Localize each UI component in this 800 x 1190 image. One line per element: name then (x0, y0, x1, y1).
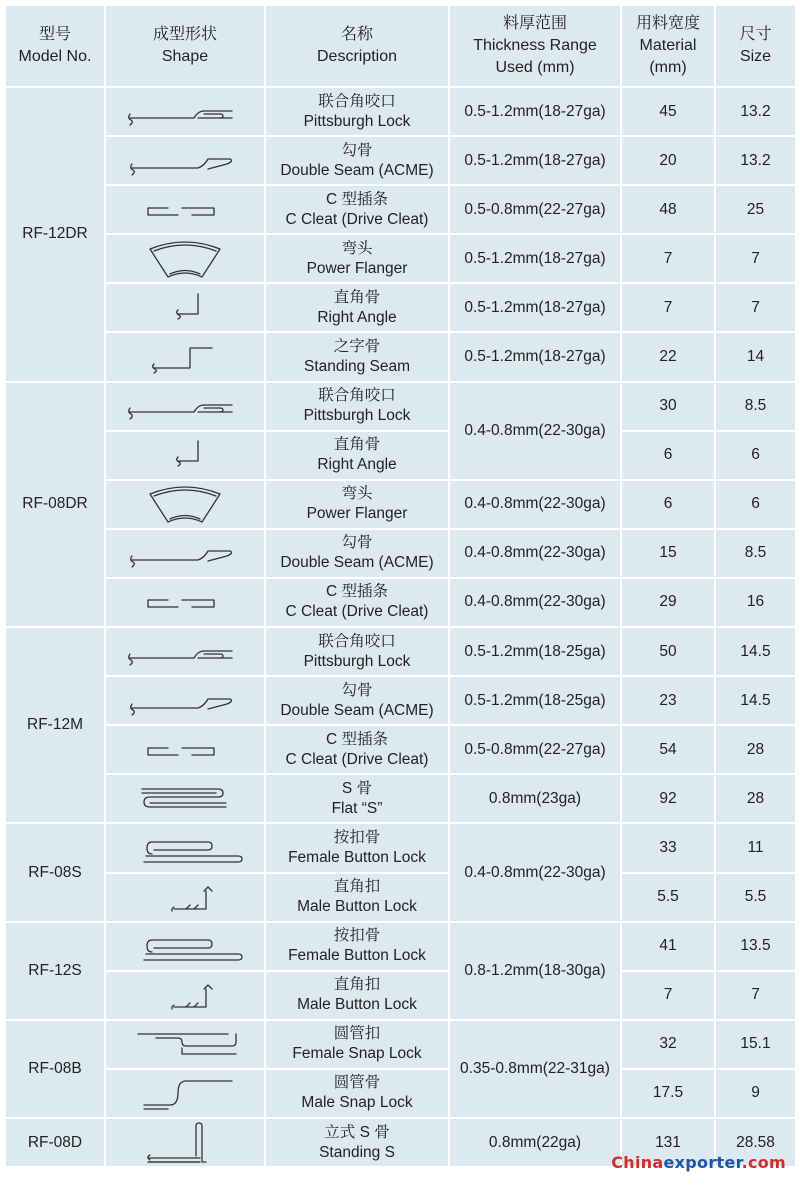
shape-cell (106, 1119, 264, 1166)
shape-cell (106, 284, 264, 331)
thickness-cell: 0.5-1.2mm(18-25ga) (450, 677, 620, 724)
thickness-cell: 0.8mm(22ga) (450, 1119, 620, 1166)
c-cleat-icon (106, 587, 264, 617)
table-row (6, 579, 795, 626)
material-cell: 50 (622, 628, 714, 675)
size-cell: 6 (716, 481, 795, 528)
description-en: Male Snap Lock (301, 1094, 413, 1112)
size-cell: 25 (716, 186, 795, 233)
material-cell: 7 (622, 972, 714, 1019)
table-row (6, 481, 795, 528)
double-seam-icon (106, 538, 264, 568)
model-cell: RF-08DR (6, 383, 104, 626)
table-row (6, 333, 795, 380)
description-zh: 按扣骨 (333, 927, 381, 945)
material-cell: 7 (622, 284, 714, 331)
pittsburgh-lock-icon (106, 97, 264, 127)
thickness-cell: 0.4-0.8mm(22-30ga) (450, 579, 620, 626)
description-en: Double Seam (ACME) (280, 701, 434, 719)
header-material: 用料宽度 Material (mm) (622, 6, 714, 86)
thickness-cell: 0.5-1.2mm(18-27ga) (450, 235, 620, 282)
size-cell: 16 (716, 579, 795, 626)
thickness-cell: 0.4-0.8mm(22-30ga) (450, 530, 620, 577)
description-cell (266, 530, 448, 577)
thickness-cell: 0.4-0.8mm(22-30ga) (450, 824, 620, 920)
thickness-cell: 0.5-1.2mm(18-27ga) (450, 137, 620, 184)
shape-cell (106, 432, 264, 479)
size-cell: 5.5 (716, 874, 795, 921)
size-cell: 11 (716, 824, 795, 871)
description-cell (266, 677, 448, 724)
size-cell: 14.5 (716, 677, 795, 724)
description-en: Female Button Lock (288, 848, 426, 866)
description-cell (266, 284, 448, 331)
thickness-cell: 0.4-0.8mm(22-30ga) (450, 383, 620, 479)
material-cell: 7 (622, 235, 714, 282)
table-row (6, 972, 795, 1019)
description-zh: C 型插条 (325, 190, 388, 208)
thickness-cell: 0.8mm(23ga) (450, 775, 620, 822)
size-cell: 13.5 (716, 923, 795, 970)
table-row (6, 235, 795, 282)
size-cell: 13.2 (716, 88, 795, 135)
thickness-cell: 0.5-1.2mm(18-27ga) (450, 284, 620, 331)
material-cell: 6 (622, 432, 714, 479)
size-cell: 15.1 (716, 1021, 795, 1068)
description-zh: 弯头 (341, 239, 373, 257)
female-button-lock-icon (106, 926, 264, 966)
size-cell: 8.5 (716, 383, 795, 430)
table-row (6, 923, 795, 970)
size-cell: 7 (716, 972, 795, 1019)
description-cell (266, 235, 448, 282)
table-row (6, 1021, 795, 1068)
shape-cell (106, 579, 264, 626)
description-en: C Cleat (Drive Cleat) (285, 750, 429, 768)
size-cell: 8.5 (716, 530, 795, 577)
material-cell: 48 (622, 186, 714, 233)
size-cell: 6 (716, 432, 795, 479)
description-en: Double Seam (ACME) (280, 554, 434, 572)
description-zh: S 骨 (341, 779, 373, 797)
shape-cell (106, 235, 264, 282)
male-button-lock-icon (106, 975, 264, 1015)
description-cell (266, 432, 448, 479)
thickness-cell: 0.4-0.8mm(22-30ga) (450, 481, 620, 528)
material-cell: 5.5 (622, 874, 714, 921)
description-cell (266, 923, 448, 970)
size-cell: 28 (716, 726, 795, 773)
male-button-lock-icon (106, 877, 264, 917)
material-cell: 22 (622, 333, 714, 380)
female-button-lock-icon (106, 828, 264, 868)
material-cell: 92 (622, 775, 714, 822)
description-cell (266, 137, 448, 184)
description-zh: 立式 S 骨 (324, 1123, 390, 1141)
description-en: Male Button Lock (297, 898, 417, 916)
material-cell: 45 (622, 88, 714, 135)
model-cell: RF-12DR (6, 88, 104, 381)
description-en: Power Flanger (306, 259, 408, 277)
watermark: Chinaexporter.com (611, 1153, 786, 1172)
shape-cell (106, 775, 264, 822)
thickness-cell: 0.5-1.2mm(18-27ga) (450, 333, 620, 380)
model-cell: RF-12S (6, 923, 104, 1019)
table-row (6, 677, 795, 724)
material-cell: 32 (622, 1021, 714, 1068)
size-cell: 14.5 (716, 628, 795, 675)
thickness-cell: 0.5-1.2mm(18-27ga) (450, 88, 620, 135)
pittsburgh-lock-icon (106, 637, 264, 667)
material-cell: 30 (622, 383, 714, 430)
description-en: Right Angle (317, 456, 397, 474)
shape-cell (106, 186, 264, 233)
description-en: Pittsburgh Lock (303, 652, 411, 670)
header-thickness: 料厚范围 Thickness Range Used (mm) (450, 6, 620, 86)
table-row (6, 88, 795, 135)
table-row (6, 775, 795, 822)
shape-cell (106, 824, 264, 871)
model-cell: RF-08S (6, 824, 104, 920)
description-zh: 联合角咬口 (318, 632, 396, 650)
description-en: C Cleat (Drive Cleat) (285, 210, 429, 228)
double-seam-icon (106, 146, 264, 176)
description-cell (266, 88, 448, 135)
shape-cell (106, 1070, 264, 1117)
power-flanger-icon (106, 482, 264, 526)
description-en: Female Snap Lock (292, 1045, 422, 1063)
shape-cell (106, 628, 264, 675)
power-flanger-icon (106, 237, 264, 281)
size-cell: 9 (716, 1070, 795, 1117)
description-cell (266, 579, 448, 626)
description-cell (266, 775, 448, 822)
description-zh: 联合角咬口 (318, 387, 396, 405)
model-cell: RF-08D (6, 1119, 104, 1166)
material-cell: 41 (622, 923, 714, 970)
description-zh: 直角扣 (333, 976, 381, 994)
female-snap-lock-icon (106, 1024, 264, 1064)
c-cleat-icon (106, 735, 264, 765)
header-model: 型号 Model No. (6, 6, 104, 86)
description-zh: 联合角咬口 (318, 92, 396, 110)
table-row (6, 432, 795, 479)
material-cell: 17.5 (622, 1070, 714, 1117)
description-cell (266, 1021, 448, 1068)
header-row (6, 6, 795, 86)
male-snap-lock-icon (106, 1073, 264, 1113)
description-zh: 圆管骨 (333, 1074, 381, 1092)
table-body (6, 88, 795, 1166)
description-cell (266, 1070, 448, 1117)
pittsburgh-lock-icon (106, 391, 264, 421)
shape-cell (106, 333, 264, 380)
thickness-cell: 0.5-0.8mm(22-27ga) (450, 726, 620, 773)
description-cell (266, 628, 448, 675)
shape-cell (106, 726, 264, 773)
description-zh: 直角骨 (333, 288, 381, 306)
model-cell: RF-12M (6, 628, 104, 822)
description-cell (266, 481, 448, 528)
table-row (6, 383, 795, 430)
description-cell (266, 824, 448, 871)
description-zh: 勾骨 (341, 141, 373, 159)
description-zh: 直角骨 (333, 436, 381, 454)
material-cell: 20 (622, 137, 714, 184)
shape-cell (106, 530, 264, 577)
description-en: C Cleat (Drive Cleat) (285, 603, 429, 621)
table-row (6, 726, 795, 773)
standing-seam-icon (106, 339, 264, 375)
table-row (6, 628, 795, 675)
thickness-cell: 0.8-1.2mm(18-30ga) (450, 923, 620, 1019)
table-row (6, 186, 795, 233)
description-en: Power Flanger (306, 505, 408, 523)
shape-cell (106, 677, 264, 724)
thickness-cell: 0.5-0.8mm(22-27ga) (450, 186, 620, 233)
c-cleat-icon (106, 195, 264, 225)
description-cell (266, 333, 448, 380)
material-cell: 15 (622, 530, 714, 577)
description-en: Right Angle (317, 308, 397, 326)
description-en: Standing S (319, 1143, 395, 1161)
thickness-cell: 0.5-1.2mm(18-25ga) (450, 628, 620, 675)
shape-cell (106, 923, 264, 970)
shape-cell (106, 481, 264, 528)
description-cell (266, 1119, 448, 1166)
material-cell: 23 (622, 677, 714, 724)
description-cell (266, 972, 448, 1019)
description-zh: 弯头 (341, 485, 373, 503)
right-angle-icon (106, 290, 264, 326)
size-cell: 28 (716, 775, 795, 822)
description-zh: 直角扣 (333, 878, 381, 896)
shape-cell (106, 972, 264, 1019)
table-row (6, 824, 795, 871)
description-cell (266, 726, 448, 773)
description-zh: 圆管扣 (333, 1025, 381, 1043)
description-en: Male Button Lock (297, 996, 417, 1014)
table-row (6, 284, 795, 331)
description-cell (266, 383, 448, 430)
shape-cell (106, 137, 264, 184)
description-zh: 勾骨 (341, 681, 373, 699)
size-cell: 7 (716, 235, 795, 282)
size-cell: 28.58 (716, 1119, 795, 1166)
table-row (6, 137, 795, 184)
shape-cell (106, 383, 264, 430)
description-en: Flat “S” (331, 799, 383, 817)
specification-table (4, 4, 797, 1168)
description-en: Pittsburgh Lock (303, 407, 411, 425)
description-zh: C 型插条 (325, 583, 388, 601)
description-cell (266, 874, 448, 921)
shape-cell (106, 88, 264, 135)
flat-s-icon (106, 781, 264, 817)
double-seam-icon (106, 686, 264, 716)
standing-s-icon (106, 1120, 264, 1166)
material-cell: 6 (622, 481, 714, 528)
description-en: Female Button Lock (288, 947, 426, 965)
thickness-cell: 0.35-0.8mm(22-31ga) (450, 1021, 620, 1117)
description-cell (266, 186, 448, 233)
description-en: Standing Seam (304, 358, 410, 376)
description-en: Double Seam (ACME) (280, 161, 434, 179)
size-cell: 13.2 (716, 137, 795, 184)
header-size: 尺寸 Size (716, 6, 795, 86)
shape-cell (106, 874, 264, 921)
header-shape: 成型形状 Shape (106, 6, 264, 86)
description-zh: 之字骨 (333, 338, 381, 356)
right-angle-icon (106, 437, 264, 473)
material-cell: 29 (622, 579, 714, 626)
model-cell: RF-08B (6, 1021, 104, 1117)
material-cell: 54 (622, 726, 714, 773)
description-en: Pittsburgh Lock (303, 112, 411, 130)
size-cell: 14 (716, 333, 795, 380)
shape-cell (106, 1021, 264, 1068)
size-cell: 7 (716, 284, 795, 331)
material-cell: 33 (622, 824, 714, 871)
description-zh: 按扣骨 (333, 828, 381, 846)
table-row (6, 530, 795, 577)
header-description: 名称 Description (266, 6, 448, 86)
table-row (6, 874, 795, 921)
description-zh: 勾骨 (341, 534, 373, 552)
material-cell: 131 (622, 1119, 714, 1166)
table-row (6, 1070, 795, 1117)
description-zh: C 型插条 (325, 730, 388, 748)
